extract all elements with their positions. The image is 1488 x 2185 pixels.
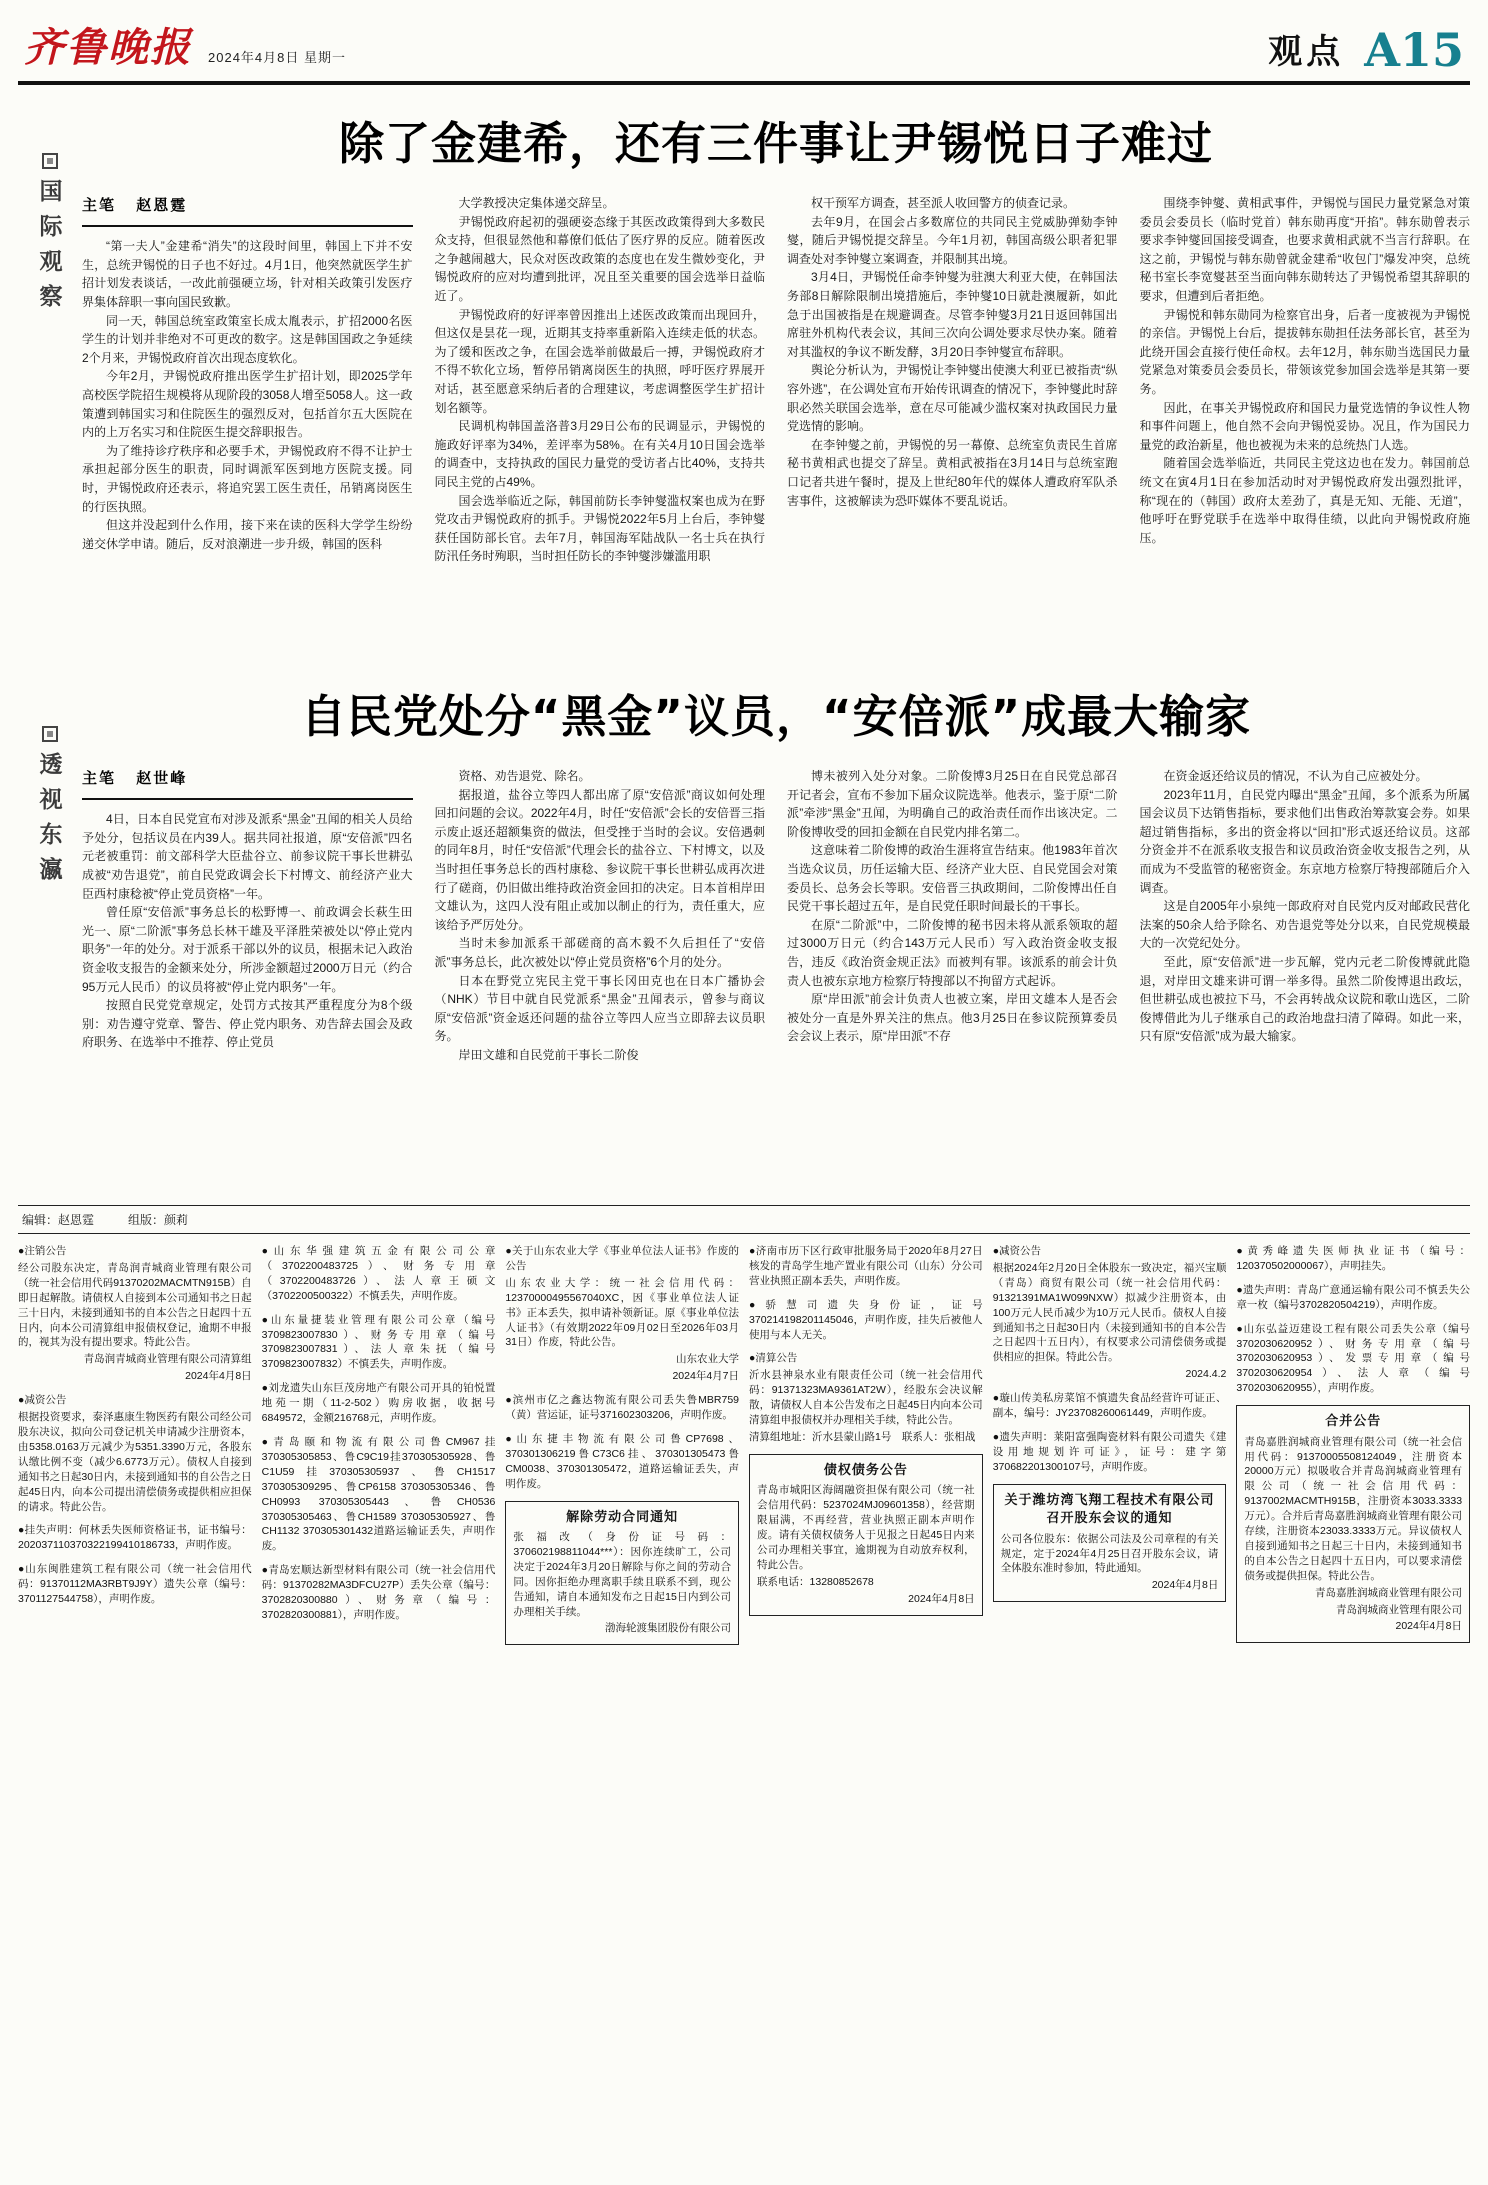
body-paragraph: 随着国会选举临近，共同民主党这边也在发力。韩国前总统文在寅4月1日在参加活动时对尹锡悦政府发出强烈批评，称“现在的（韩国）政府太差劲了，真是无知、无能、无道”，他呼吁在野党联手在选举中取得佳绩，以此向尹锡悦政府施压。 <box>1139 456 1470 545</box>
classified-ad-line: 张福改（身份证号码：370602198811044***）：因你连续旷工，公司决定于2024年3月20日解除与你之间的劳动合同。因你拒绝办理离职手续且联系不到，现公告通知，请自本通知发布之日起15日内到公司办理相关手续。 <box>513 1531 732 1618</box>
body-paragraph: 舆论分析认为，尹锡悦让李钟燮出使澳大利亚已被指责“纵容外逃”，在公调处宣布开始传讯调查的情况下，李钟燮此时辞职必然关联国会选举，意在尽可能减少滥权案对执政国民力量党选情的影响。 <box>787 363 1118 434</box>
classified-ad-line: 联系电话：13280852678 <box>757 1575 874 1588</box>
newspaper-logo: 齐鲁晚报 <box>24 24 192 71</box>
article2-headline: 自民党处分“黑金”议员，“安倍派”成最大输家 <box>300 690 1252 743</box>
body-paragraph: 当时未参加派系干部磋商的高木毅不久后担任了“安倍派”事务总长，此次被处以“停止党员资格”6个月的处分。 <box>434 936 765 969</box>
classified-ad-line: 清算组地址：沂水县蒙山路1号 联系人：张相战 <box>749 1430 976 1443</box>
classifieds-columns <box>18 1234 1470 2184</box>
body-paragraph: 尹锡悦政府的好评率曾因推出上述医改政策而出现回升，但这仅是昙花一现，近期其支持率重新陷入连续走低的状态。为了缓和医改之争，在国会选举前做最后一搏，尹锡悦政府才不得不软化立场，暂停吊销离岗医生的执照，呼吁医疗界展开对话，甚至愿意采纳后者的合理建议，考虑调整医学生扩招计划名额等。 <box>434 307 765 415</box>
classified-ad <box>18 1523 252 1553</box>
masthead-group <box>24 16 346 73</box>
classified-ad-title: 合并公告 <box>1325 1413 1382 1429</box>
classified-ad-title: 关于潍坊湾飞翔工程技术有限公司召开股东会议的通知 <box>1004 1491 1215 1526</box>
classified-ad-line: 青岛市城阳区海阔融资担保有限公司（统一社会信用代码：5237024MJ09601358），经营期限届满，不再经营，营业执照正副本声明作废。请有关债权债务人于见报之日起45日内来公司办理相关事宜，逾期视为自动放弃权利，特此公告。 <box>757 1484 975 1571</box>
article2-main <box>82 680 1470 1189</box>
classifieds-column <box>1236 1244 1470 2184</box>
classified-ad-line: 沂水县神泉水业有限责任公司（统一社会信用代码：91371323MA9361AT2W），经股东会决议解散，请债权人自本公告发布之日起45日内向本公司清算组申报债权并办理相关手续，特此公告。 <box>749 1369 983 1427</box>
body-paragraph: 资格、劝告退党、除名。 <box>458 769 591 783</box>
body-paragraph: 在资金返还给议员的情况，不认为自己应被处分。 <box>1163 769 1428 783</box>
classified-ad <box>262 1244 496 1304</box>
classified-ad-line: ●山东捷丰物流有限公司鲁CP7698、370301306219鲁C73C6挂、370301305473鲁CM0038、370301305472，道路运输证丢失，声明作废。 <box>505 1432 740 1490</box>
classified-ad <box>1236 1283 1470 1313</box>
classified-ad <box>993 1430 1227 1475</box>
body-paragraph: 为了维持诊疗秩序和必要手术，尹锡悦政府不得不让护士承担起部分医生的职责，同时调派军医到地方医院支援。同时，尹锡悦政府还表示，将追究罢工医生责任，吊销离岗医生的行医执照。 <box>82 443 413 514</box>
classified-ad <box>262 1313 496 1373</box>
classified-ad-line: 根据投资要求，泰泽惠康生物医药有限公司经公司股东决议，拟向公司登记机关申请减少注册资本，由5358.0163万元减少为5351.3390万元，各股东认缴比例不变（减少6.6773万元）。债权人自接到通知书之日起30日内，未接到通知书的自公告之日起45日内，向本公司提出清偿债务或提供相应担保的请求。特此公告。 <box>18 1411 252 1513</box>
layout-credit: 组版：颜莉 <box>128 1213 189 1227</box>
article2-column-1 <box>82 767 413 1189</box>
issue-date <box>208 47 346 73</box>
classified-ad-line: ●清算公告 <box>749 1352 798 1365</box>
classified-ad-line: ●青岛宏顺达新型材料有限公司（统一社会信用代码：91370282MA3DFCU27P）丢失公章（编号：3702820300880）、财务章（编号：3702820300881），声明作废。 <box>261 1564 496 1621</box>
body-paragraph: 民调机构韩国盖洛普3月29日公布的民调显示，尹锡悦的施政好评率为34%，差评率为58%。在有关4月10日国会选举的调查中，支持执政的国民力量党的受访者占比40%，支持共同民主党的占49%。 <box>434 419 765 489</box>
classified-ad-line: ●减资公告 <box>18 1394 67 1407</box>
body-paragraph: 权干预军方调查，甚至派人收回警方的侦查记录。 <box>811 196 1076 210</box>
article1-columns <box>82 194 1470 646</box>
body-paragraph: 去年9月，在国会占多数席位的共同民主党威胁弹劾李钟燮，随后尹锡悦提交辞呈。今年1月初，韩国高级公职者犯罪调查处对李钟燮立案调查，并限制其出境。 <box>787 214 1118 266</box>
body-paragraph: 2023年11月，自民党内曝出“黑金”丑闻，多个派系为所属国会议员下达销售指标，要求他们出售政治筹款宴会券。如果超过销售指标，多出的资金将以“回扣”形式返还给议员。这部分资金并不在派系收支报告和议员政治资金收支报告之列，从而成为不受监管的秘密资金。东京地方检察厅特搜部随后介入调查。 <box>1139 787 1470 895</box>
classified-ad-line: 青岛嘉胜润城商业管理有限公司（统一社会信用代码：91370005508124049，注册资本20000万元）拟吸收合并青岛润城商业管理有限公司（统一社会信用代码：9137002MACMTH915B，注册资本3033.3333万元）。合并后青岛嘉胜润城商业管理有限公司存续，注册资本23033.3333万元。异议债权人自接到通知书之日起三十日内，未接到通知书的自本公告之日起四十五日内，可以要求清偿债务或提供担保。特此公告。 <box>1244 1435 1463 1582</box>
classified-ad-line: ●骄慧司遗失身份证，证号370214198201145046，声明作废，挂失后被他人使用与本人无关。 <box>749 1298 983 1341</box>
classified-ad-signature: 2024年4月7日 <box>672 1370 740 1383</box>
date-text: 2024年4月8日 <box>208 50 300 65</box>
classified-ad-line: 根据2024年2月20日全体股东一致决定，福兴宝顺（青岛）商贸有限公司（统一社会信用代码：91321391MA1W099NXW）拟减少注册资本，由100万元人民币减少为10万元人民币。债权人自接到通知书之日起30日内（未接到通知书的自本公告之日起四十五日内），有权要求公司清偿债务或提供相应的担保。特此公告。 <box>992 1261 1227 1364</box>
article1-column-label: 国际观察 <box>36 179 63 319</box>
article2-byline <box>82 767 413 800</box>
body-paragraph: 3月4日，尹锡悦任命李钟燮为驻澳大利亚大使，在韩国法务部8日解除限制出境措施后，李钟燮10日就赴澳履新，如此急于出国被指是在规避调查。尽管李钟燮3月21日返回韩国出席驻外机构代表会议，其间三次向公调处要求尽快办案。随着对其滥权的争议不断发酵，3月20日李钟燮宣布辞职。 <box>787 270 1118 359</box>
classified-ad-line: ●山东闽胜建筑工程有限公司（统一社会信用代码：91370112MA3RBT9J9Y）遗失公章（编号：3701127544758），声明作废。 <box>18 1563 252 1606</box>
article-international-observation <box>18 107 1470 646</box>
classified-ad <box>1236 1405 1470 1643</box>
article1-headline: 除了金建希，还有三件事让尹锡悦日子难过 <box>338 117 1213 170</box>
body-paragraph: “第一夫人”金建希“消失”的这段时间里，韩国上下并不安生，总统尹锡悦的日子也不好过。4月1日，他突然就医学生扩招计划发表谈话，一改此前强硬立场，针对相关政策引发医疗界集体辞职一事向国民致歉。 <box>82 239 413 310</box>
classifieds-column <box>18 1244 252 2184</box>
article-japan-watch <box>18 680 1470 1189</box>
body-paragraph: 原“岸田派”前会计负责人也被立案，岸田文雄本人是否会被处分一直是外界关注的焦点。他3月25日在参议院预算委员会会议上表示，原“岸田派”不存 <box>787 992 1118 1044</box>
body-paragraph: 至此，原“安倍派”进一步瓦解，党内元老二阶俊博就此隐退，对岸田文雄来讲可谓一举多得。虽然二阶俊博退出政坛，但世耕弘成也被拉下马，不会再转战众议院和歌山选区，二阶俊博借此为儿子继承自己的政治地盘扫清了障碍。如此一来，只有原“安倍派”成为最大输家。 <box>1139 954 1470 1044</box>
article1-column-2 <box>435 194 766 646</box>
page-header <box>18 0 1470 81</box>
article2-column-2 <box>435 767 766 1189</box>
classified-ad <box>262 1381 496 1426</box>
classified-ad-line: ●山东华强建筑五金有限公司公章（3702200483725）、财务专用章（3702200483726）、法人章王硕文（3702200500322）不慎丢失，声明作废。 <box>261 1245 496 1302</box>
byline-name: 赵恩霆 <box>136 197 188 214</box>
classified-ad-line: ●遗失声明：莱阳富强陶瓷材料有限公司遗失《建设用地规划许可证》，证号：建字第370682201300107号，声明作废。 <box>992 1430 1227 1473</box>
byline-label: 主笔 <box>82 770 117 787</box>
body-paragraph: 同一天，韩国总统室政策室长成太胤表示，扩招2000名医学生的计划并非绝对不可更改的数字。这是韩国国政之争延续2个月来，尹锡悦政府首次出现态度软化。 <box>82 313 413 365</box>
body-paragraph: 这意味着二阶俊博的政治生涯将宣告结束。他1983年首次当选众议员，历任运输大臣、经济产业大臣、自民党国会对策委员长、总务会长等职。安倍晋三执政期间，二阶俊博出任自民党干事长超过五年，是自民党任职时间最长的干事长。 <box>787 843 1118 914</box>
body-paragraph: 博未被列入处分对象。二阶俊博3月25日在自民党总部召开记者会，宣布不参加下届众议院选举。他表示，鉴于原“二阶派”牵涉“黑金”丑闻，为明确自己的政治责任而作出该决定。二阶俊博收受的回扣金额在自民党内排名第二。 <box>787 769 1118 839</box>
body-paragraph: 岸田文雄和自民党前干事长二阶俊 <box>458 1047 639 1062</box>
classified-ad <box>1236 1244 1470 1274</box>
classified-ad-signature: 2024年4月8日 <box>1151 1579 1219 1592</box>
article2-column-4 <box>1140 767 1471 1189</box>
classifieds-column <box>749 1244 983 2184</box>
section-marker-icon <box>42 726 58 742</box>
header-divider <box>18 81 1470 85</box>
body-paragraph: 因此，在事关尹锡悦政府和国民力量党选情的争议性人物和事件问题上，他自然不会向尹锡悦妥协。况且，作为国民力量党的政治新星，他也被视为未来的总统热门人选。 <box>1139 400 1470 452</box>
article2-column-3 <box>787 767 1118 1189</box>
classified-ad <box>993 1244 1227 1382</box>
body-paragraph: 日本在野党立宪民主党干事长冈田克也在日本广播协会（NHK）节目中就自民党派系“黑金”丑闻表示，曾参与商议原“安倍派”资金返还问题的盐谷立等四人应当立即辞去议员职务。 <box>434 973 765 1044</box>
classified-ad-signature: 青岛润青城商业管理有限公司清算组 <box>83 1353 252 1366</box>
article2-side-label <box>18 680 82 1189</box>
byline-label: 主笔 <box>82 197 117 214</box>
section-marker-icon <box>42 153 58 169</box>
classified-ad <box>505 1501 739 1646</box>
section-title: 观点 <box>1268 33 1345 71</box>
weekday-text: 星期一 <box>304 50 347 65</box>
classified-ad-line: ●减资公告 <box>992 1245 1042 1257</box>
classified-ad <box>505 1432 739 1492</box>
page-number: A15 <box>1364 23 1464 77</box>
classified-ad <box>749 1244 983 1289</box>
classified-ad-signature: 山东农业大学 <box>676 1353 740 1366</box>
classifieds-column <box>993 1244 1227 2184</box>
classified-ad-line: 经公司股东决定，青岛润青城商业管理有限公司（统一社会信用代码91370202MACMTN915B）自即日起解散。请债权人自接到本公司通知书之日起三十日内，未接到通知书的自本公告之日起四十五日内，向本公司清算组申报债权登记，逾期不申报的，视其为没有提出要求。特此公告。 <box>18 1261 252 1349</box>
body-paragraph: 在李钟燮之前，尹锡悦的另一幕僚、总统室负责民生首席秘书黄相武也提交了辞呈。黄相武被指在3月14日与总统室跑口记者共进午餐时，提及上世纪80年代的媒体人遭政府军队杀害事件，这被解读为恐吓媒体不要乱说话。 <box>787 437 1118 508</box>
body-paragraph: 尹锡悦和韩东勋同为检察官出身，后者一度被视为尹锡悦的亲信。尹锡悦上台后，提拔韩东勋担任法务部长官，甚至为此绕开国会直接行使任命权。去年12月，韩东勋当选国民力量党紧急对策委员会委员长，带领该党参加国会选举是其第一要务。 <box>1139 307 1470 396</box>
classified-ad-signature: 2024年4月8日 <box>1395 1620 1463 1633</box>
body-paragraph: 在原“二阶派”中，二阶俊博的秘书因未将从派系领取的超过3000万日元（约合143万元人民币）写入政治资金收支报告，违反《政治资金规正法》而被判有罪。该派系的前会计负责人也被东京地方检察厅特搜部以不拘留方式起诉。 <box>787 917 1118 988</box>
section-group <box>1268 23 1464 77</box>
classified-ad-signature: 渤海轮渡集团股份有限公司 <box>605 1622 732 1635</box>
article1-column-1 <box>82 194 413 646</box>
classified-ad <box>1236 1322 1470 1397</box>
editor-credit: 编辑：赵恩霆 <box>22 1213 95 1227</box>
body-paragraph: 国会选举临近之际，韩国前防长李钟燮滥权案也成为在野党攻击尹锡悦政府的抓手。尹锡悦2022年5月上台后，李钟燮获任国防部长官。去年7月，韩国海军陆战队一名士兵在执行防汛任务时殉职，当时担任防长的李钟燮涉嫌滥用职 <box>434 493 765 564</box>
body-paragraph: 按照自民党党章规定，处罚方式按其严重程度分为8个级别：劝告遵守党章、警告、停止党内职务、劝告辞去国会及政府职务、在选举中不推荐、停止党员 <box>82 998 413 1050</box>
byline-name: 赵世峰 <box>136 770 188 787</box>
classified-ad-line: ●关于山东农业大学《事业单位法人证书》作废的公告 <box>505 1245 740 1272</box>
body-paragraph: 大学教授决定集体递交辞呈。 <box>458 196 615 210</box>
classified-ad-line: ●滨州市亿之鑫达物流有限公司丢失鲁MBR759（黄）营运证，证号371602303206，声明作废。 <box>505 1394 740 1422</box>
body-paragraph: 但这并没起到什么作用，接下来在读的医科大学学生纷纷递交休学申请。随后，反对浪潮进一步升级，韩国的医科 <box>82 518 413 551</box>
classified-ad <box>505 1393 739 1423</box>
classified-ad <box>18 1562 252 1607</box>
classified-ad <box>18 1244 252 1384</box>
body-paragraph: 据报道，盐谷立等四人都出席了原“安倍派”商议如何处理回扣问题的会议。2022年4月，时任“安倍派”会长的安倍晋三指示废止返还超额集资的做法，但受挫于当时的会议。安倍遇刺的同年8月，时任“安倍派”代理会长的盐谷立、下村博文，以及当时担任事务总长的西村康稔、参议院干事长世耕弘成再次进行了磋商，仍旧做出维持政治资金回扣的决定。日本首相岸田文雄认为，这四人没有阻止或加以制止的行为，责任重大，应该给予严厉处分。 <box>434 787 765 932</box>
article1-column-3 <box>787 194 1118 646</box>
article1-side-label <box>18 107 82 646</box>
classified-ad-title: 解除劳动合同通知 <box>566 1508 679 1524</box>
classified-ad <box>749 1351 983 1444</box>
classified-ad-line: ●璇山传美私房菜馆不慎遗失食品经营许可证正、副本，编号：JY23708260061449，声明作废。 <box>992 1392 1227 1420</box>
classifieds-column <box>262 1244 496 2184</box>
article2-column-label: 透视东瀛 <box>36 752 63 892</box>
classified-ad-signature: 2024年4月8日 <box>185 1370 252 1383</box>
body-paragraph: 这是自2005年小泉纯一郎政府对自民党内反对邮政民营化法案的50余人给予除名、劝告退党等处分以来，自民党规模最大的一次党纪处分。 <box>1139 899 1470 951</box>
classified-ad-signature: 2024.4.2 <box>1185 1368 1227 1381</box>
body-paragraph: 4日，日本自民党宣布对涉及派系“黑金”丑闻的相关人员给予处分，包括议员在内39人。据共同社报道，原“安倍派”四名元老被重罚：前文部科学大臣盐谷立、前参议院干事长世耕弘成被“劝告退党”，前自民党政调会长下村博文、前经济产业大臣西村康稔被“停止党员资格”一年。 <box>82 812 413 901</box>
classified-ad <box>505 1244 739 1384</box>
classified-ad-line: ●刘龙遗失山东巨茂房地产有限公司开具的铂悦置地苑一期（11-2-502）购房收据，收据号6849572，金额216768元，声明作废。 <box>261 1382 496 1425</box>
body-paragraph: 今年2月，尹锡悦政府推出医学生扩招计划，即2025学年高校医学院招生规模将从现阶段的3058人增至5058人。这一政策遭到韩国实习和住院医生的强烈反对，包括首尔五大医院在内的上万名实习和住院医生提交辞职报告。 <box>82 369 413 440</box>
article2-column1-text <box>82 810 413 1052</box>
classified-ad-line: ●济南市历下区行政审批服务局于2020年8月27日核发的青岛学生地产置业有限公司（山东）分公司营业执照正副本丢失，声明作废。 <box>749 1245 983 1287</box>
classified-ad-line: 公司各位股东：依据公司法及公司章程的有关规定，定于2024年4月25日召开股东会议，请全体股东准时参加，特此通知。 <box>1000 1532 1219 1575</box>
article1-main <box>82 107 1470 646</box>
article2-columns <box>82 767 1470 1189</box>
classified-ad <box>749 1298 983 1343</box>
body-paragraph: 曾任原“安倍派”事务总长的松野博一、前政调会长萩生田光一、原“二阶派”事务总长林干雄及平泽胜荣被处以“停止党内职务”一年的处分。对于派系干部以外的议员，根据未记入政治资金收支报告的金额来处分，所涉金额超过2000万日元（约合95万元人民币）的议员将被“停止党内职务”一年。 <box>82 905 413 994</box>
classified-ad-line: ●青岛颐和物流有限公司鲁CM967挂370305305853、鲁C9C19挂370305305928、鲁C1U59挂370305305937、鲁CH1517 370305309295、鲁CP6158 370305305346、鲁CH0993 370305305443、鲁CH0536 370305305463、鲁CH1589 370305305927、鲁CH1132 370305301432道路运输证丢失，声明作废。 <box>261 1435 496 1553</box>
classified-ad-signature: 2024年4月8日 <box>908 1592 975 1605</box>
classified-ad-signature: 青岛润城商业管理有限公司 <box>1336 1603 1463 1616</box>
classified-ad-line: 山东农业大学：统一社会信用代码：12370000495567040XC，因《事业单位法人证书》正本丢失，拟申请补领新证。原《事业单位法人证书》（有效期2022年09月02日至2026年03月31日）作废，特此公告。 <box>505 1276 740 1349</box>
classified-ad-line: ●山东弘益迈建设工程有限公司丢失公章（编号3702030620952）、财务专用章（编号3702030620953）、发票专用章（编号3702030620954）、法人章（编号3702030620955），声明作废。 <box>1236 1322 1470 1395</box>
classified-ad <box>749 1454 983 1616</box>
classified-ad-title: 债权债务公告 <box>823 1461 908 1477</box>
classified-ad-line: ●注销公告 <box>18 1245 67 1257</box>
article1-byline <box>82 194 413 227</box>
classifieds-column <box>505 1244 739 2184</box>
classified-ad <box>262 1435 496 1554</box>
classified-ad <box>18 1393 252 1514</box>
body-paragraph: 围绕李钟燮、黄相武事件，尹锡悦与国民力量党紧急对策委员会委员长（临时党首）韩东勋再度“开掐”。韩东勋曾表示要求李钟燮回国接受调查，也要求黄相武就不当言行辞职。在这之前，尹锡悦与韩东勋曾就金建希“收包门”爆发冲突，总统秘书室长李宽燮甚至当面向韩东勋转达了尹锡悦希望其辞职的要求，但遭到后者拒绝。 <box>1139 196 1470 303</box>
classified-ad <box>262 1563 496 1623</box>
editor-credit-row <box>18 1205 1470 1234</box>
classified-ad <box>993 1391 1227 1421</box>
classified-ad-line: ●挂失声明：何林丢失医师资格证书，证书编号：202037110370322199410186733，声明作废。 <box>18 1524 252 1552</box>
classified-ad-line: ●遗失声明：青岛广意通运输有限公司不慎丢失公章一枚（编号3702820504219），声明作废。 <box>1236 1283 1470 1311</box>
article1-column1-text <box>82 237 413 553</box>
classified-ad-line: ●山东量捷装业管理有限公司公章（编号3709823007830）、财务专用章（编号3709823007831）、法人章朱抚（编号3709823007832）不慎丢失，声明作废。 <box>261 1313 496 1371</box>
classified-ad-line: ●黄秀峰遗失医师执业证书（编号：120370502000067），声明挂失。 <box>1236 1245 1470 1272</box>
classified-ad-signature: 青岛嘉胜润城商业管理有限公司 <box>1315 1586 1463 1599</box>
classified-ad <box>993 1484 1227 1603</box>
article1-column-4 <box>1140 194 1471 646</box>
body-paragraph: 尹锡悦政府起初的强硬姿态缘于其医改政策得到大多数民众支持，但很显然他和幕僚们低估了医疗界的反应。随着医改之争越闹越大，民众对医改政策的态度也在发生微妙变化，尹锡悦政府的应对均遭到批评，况且至关重要的国会选举日益临近了。 <box>434 214 765 303</box>
